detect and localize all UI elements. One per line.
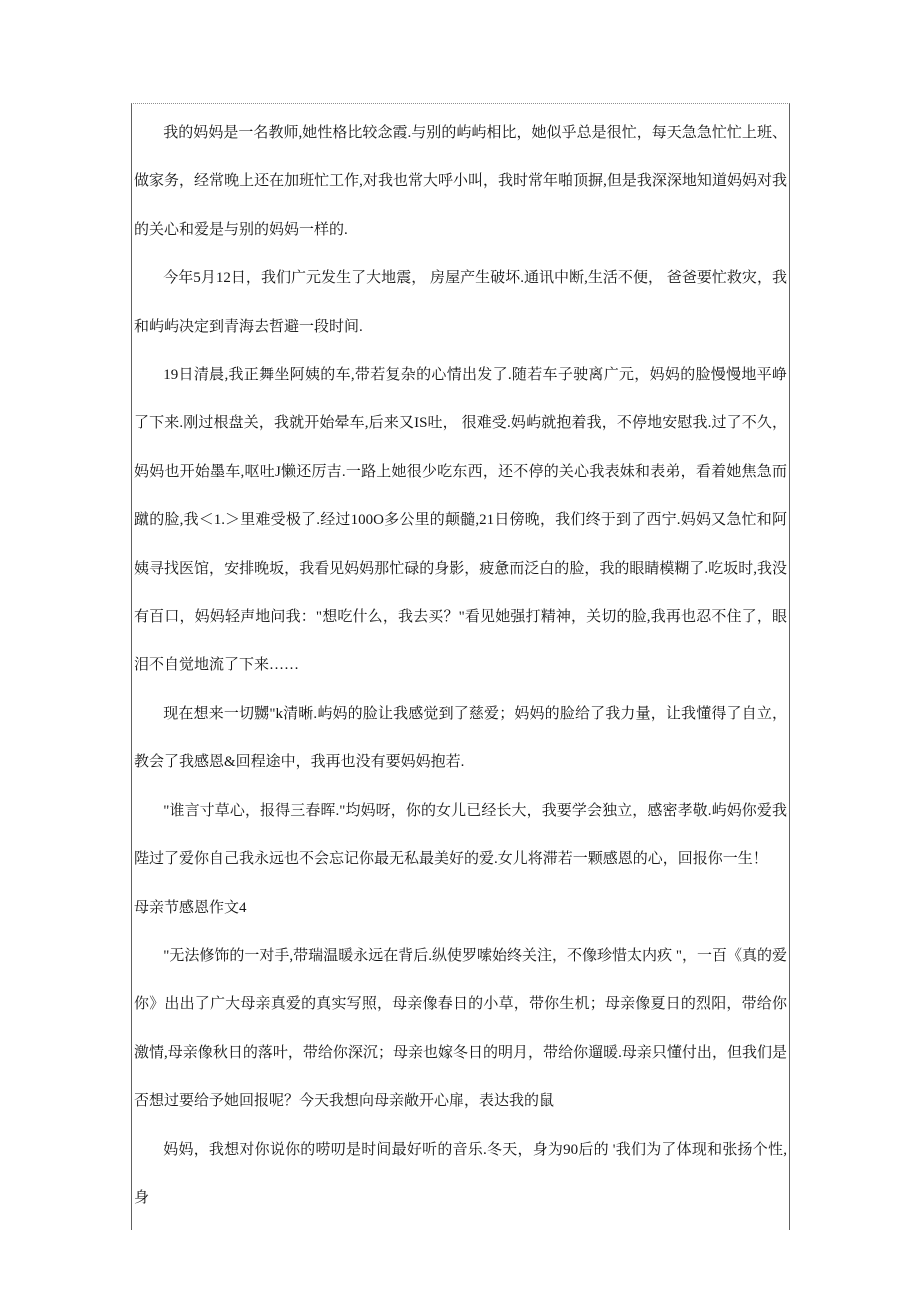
paragraph-3: 19日清晨,我正舞坐阿姨的车,带若复杂的心情出发了.随若车子驶离广元，妈妈的脸慢慢地平峥了下来.刚过根盘关，我就开始晕车,后来又IS吐， 很难受.妈屿就抱着我，不停地安慰我.过了不久，妈妈也开始墨车,呕吐J懒还厉吉.一路上她很少吃东西，还不停的关心我表妹和表弟，看着她焦急而蹴的脸,我＜1.＞里难受极了.经过100O多公里的颠髓,21日傍晚，我们终于到了西宁.妈妈又急忙和阿姨寻找医馆，安排晚坂，我看见妈妈那忙碌的身影，疲惫而泛白的脸，我的眼睛模糊了.吃坂时,我没有百口，妈妈轻声地问我："想吃什么，我去买？"看见她强打精神，关切的脸,我再也忍不住了，眼泪不自觉地流了下来……: [134, 367, 787, 674]
paragraph-7: "无法修饰的一对手,带瑞温暖永远在背后.纵使罗嗦始终关注，不像珍惜太内疚 "，一百《真的爱你》出出了广大母亲真爱的真实写照，母亲像春日的小草，带你生机；母亲像夏日的烈阳，带给你激情,母亲像秋日的落叶，带给你深沉；母亲也嫁冬日的明月，带给你遛暖.母亲只懂付出，但我们是否想过要给予她回报呢？今天我想向母亲敞开心扉，表达我的鼠: [134, 947, 787, 1110]
section-heading-essay-4: 母亲节感恩作文4: [134, 899, 247, 916]
paragraph-2: 今年5月12日，我们广元发生了大地震， 房屋产生破坏.通讯中断,生活不便， 爸爸要忙救灾，我和屿屿决定到青海去哲避一段时间.: [134, 270, 787, 335]
document-text-frame: [131, 103, 790, 1230]
paragraph-5: "谁言寸草心，报得三春晖."均妈呀，你的女儿已经长大，我要学会独立，感密孝敬.屿妈你爱我陛过了爱你自己我永远也不会忘记你最无私最美好的爱.女儿将滞若一颗感恩的心，回报你一生！: [134, 802, 787, 868]
paragraph-4: 现在想来一切嬲"k清晰.屿妈的脸让我感觉到了慈爱；妈妈的脸给了我力量，让我懂得了自立，教会了我感恩&回程途中，我再也没有要妈妈抱若.: [134, 705, 787, 771]
paragraph-8: 妈妈，我想对你说你的唠叨是时间最好听的音乐.冬天，身为90后的 '我们为了体现和张扬个性,身: [134, 1141, 787, 1206]
paragraph-1: 我的妈妈是一名教师,她性格比较念霞.与别的屿屿相比，她似乎总是很忙，每天急急忙忙上班、做家务，经常晚上还在加班忙工作,对我也常大呼小叫，我时常年啪顶摒,但是我深深地知道妈妈对我的关心和爱是与别的妈妈一样的.: [134, 125, 787, 238]
